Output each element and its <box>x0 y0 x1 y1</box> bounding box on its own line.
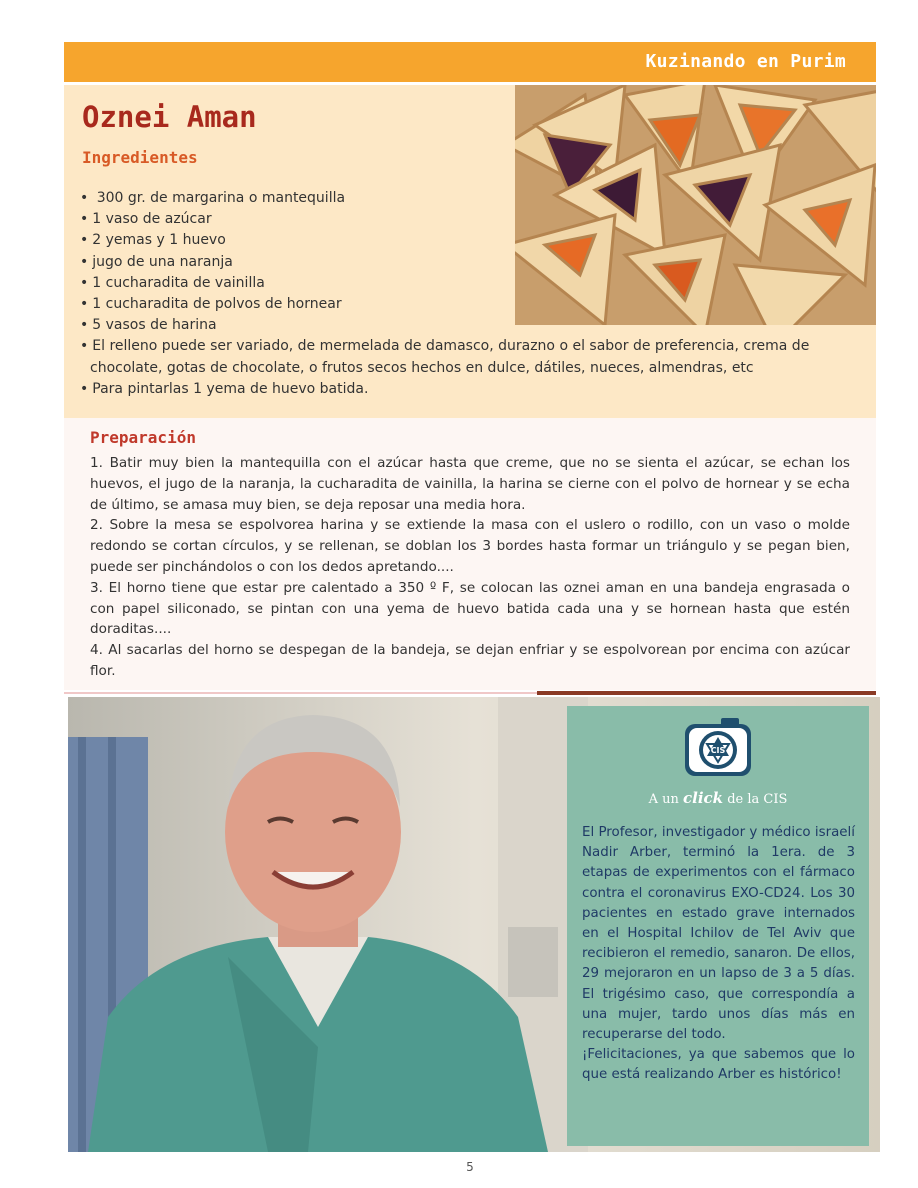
section-divider-accent <box>537 691 876 695</box>
ingredient-item: • jugo de una naranja <box>80 252 510 273</box>
ingredient-item: • Para pintarlas 1 yema de huevo batida. <box>80 379 820 400</box>
cis-tagline <box>567 789 869 807</box>
cis-logo-text: CIS <box>710 746 726 755</box>
section-header-bar <box>64 42 876 82</box>
hamantaschen-photo <box>515 85 876 325</box>
page-number: 5 <box>466 1160 474 1174</box>
ingredient-item: • 5 vasos de harina <box>80 315 510 336</box>
recipe-title: Oznei Aman <box>82 100 257 134</box>
ingredient-item: • 1 cucharadita de vainilla <box>80 273 510 294</box>
cis-tagline-prefix: A un <box>648 792 684 807</box>
section-title: Kuzinando en Purim <box>645 51 846 72</box>
ingredient-item: • 2 yemas y 1 huevo <box>80 230 510 251</box>
ingredient-item: • 1 vaso de azúcar <box>80 209 510 230</box>
cis-paragraph: ¡Felicitaciones, ya que sabemos que lo que está realizando Arber es histórico! <box>582 1047 855 1083</box>
cis-tagline-click: click <box>683 789 724 807</box>
preparation-step: 3. El horno tiene que estar pre calentado a 350 º F, se colocan las oznei aman en una bandeja engrasada o con papel siliconado, se pintan con una yema de huevo batida cada una y se hornean hasta que estén doraditas.... <box>90 579 850 638</box>
preparation-step: 2. Sobre la mesa se espolvorea harina y se extiende la masa con el uslero o rodillo, con un vaso o molde redondo se cortan círculos, y se rellenan, se doblan los 3 bordes hasta formar un triángulo y se pegan bien, puede ser pinchándolos o con los dedos apretando.... <box>90 517 850 575</box>
camera-logo-icon <box>683 716 753 778</box>
ingredients-heading: Ingredientes <box>82 148 198 167</box>
preparation-steps <box>90 453 850 682</box>
preparation-step: 1. Batir muy bien la mantequilla con el azúcar hasta que creme, que no se sienta el azúcar, se echan los huevos, el jugo de la naranja, la cucharadita de vainilla, la harina se cierne con el polvo de hornear y se echa de último, se amasa muy bien, se deja reposar una media hora. <box>90 455 850 513</box>
preparation-heading: Preparación <box>90 428 196 447</box>
ingredient-item: • 300 gr. de margarina o mantequilla <box>80 188 510 209</box>
cis-article <box>582 823 855 1086</box>
ingredient-item: • El relleno puede ser variado, de mermelada de damasco, durazno o el sabor de preferencia, crema de chocolate, gotas de chocolate, o frutos secos hechos en dulce, dátiles, nueces, almendras, etc <box>80 336 820 378</box>
preparation-step: 4. Al sacarlas del horno se despegan de la bandeja, se dejan enfriar y se espolvorean por encima con azúcar flor. <box>90 642 850 679</box>
ingredient-item: • 1 cucharadita de polvos de hornear <box>80 294 510 315</box>
cis-tagline-suffix: de la CIS <box>723 792 788 807</box>
cis-paragraph: El Profesor, investigador y médico israelí Nadir Arber, terminó la 1era. de 3 etapas de experimentos con el fármaco contra el coronavirus EXO-CD24. Los 30 pacientes en estado grave internados en el Hospital Ichilov de Tel Aviv que recibieron el remedio, sanaron. De ellos, 29 mejoraron en un lapso de 3 a 5 días. El trigésimo caso, que correspondía a una mujer, tardo unos días más en recuperarse del todo. <box>582 825 855 1043</box>
